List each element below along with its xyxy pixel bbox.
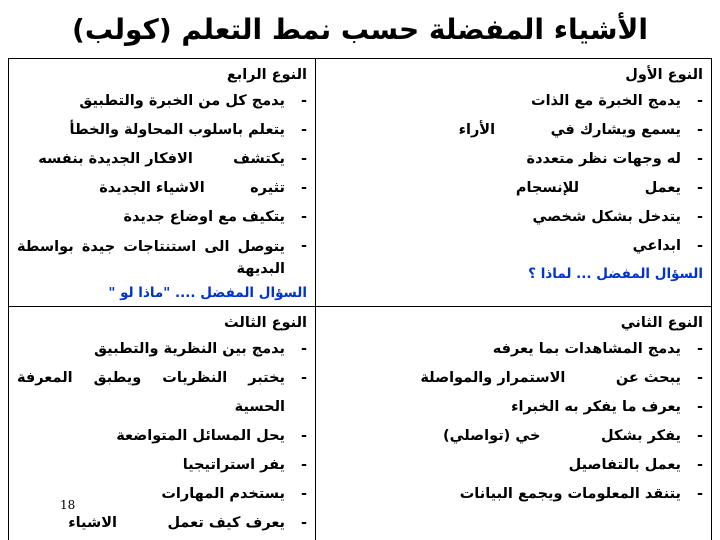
list-item-text: يختبر النظريات ويطبق المعرفة الحسية (11, 370, 285, 415)
type-first-header: النوع الأول (625, 67, 703, 83)
list-item-text: يفر استراتيجيا (182, 457, 285, 473)
list-item-text: يستخدم المهارات (161, 486, 285, 502)
list-item (323, 451, 703, 480)
bullet-dash: - (696, 399, 703, 415)
bullet-dash: - (300, 209, 307, 225)
list-item-text: يدمج المشاهدات بما يعرفه (492, 341, 681, 357)
bullet-dash: - (696, 457, 703, 473)
bullet-dash: - (696, 151, 703, 167)
list-item (17, 509, 307, 538)
bullet-dash: - (696, 93, 703, 109)
bullet-dash: - (696, 341, 703, 357)
list-item (323, 422, 703, 451)
list-item (17, 451, 307, 480)
list-item-text: يحل المسائل المتواضعة (116, 428, 285, 444)
cell-type-first (315, 59, 711, 306)
bullet-dash: - (300, 457, 307, 473)
list-item-text: يفكر بشكل خي (تواصلي) (442, 428, 681, 444)
list-item (17, 203, 307, 232)
list-item (323, 364, 703, 393)
cell-type-second (315, 307, 711, 540)
list-item (17, 116, 307, 145)
list-item (323, 393, 703, 422)
type-third-header: النوع الثالث (224, 315, 307, 331)
bullet-dash: - (300, 122, 307, 138)
list-item (11, 364, 307, 422)
list-item-text: يبحث عن الاستمرار والمواصلة (420, 370, 681, 386)
list-item-text: يعمل بالتفاصيل (568, 457, 681, 473)
list-item (17, 335, 307, 364)
list-item (323, 145, 703, 174)
bullet-dash: - (696, 209, 703, 225)
list-item-text: يدمج بين النظرية والتطبيق (94, 341, 285, 357)
list-item-text: يتوصل الى استنتاجات جيدة بواسطة البديهة (11, 239, 285, 277)
type-second-list (323, 335, 703, 509)
type-first-list (323, 87, 703, 261)
list-item (323, 174, 703, 203)
bullet-dash: - (696, 486, 703, 502)
cell-type-third (9, 307, 315, 540)
list-item (323, 203, 703, 232)
bullet-dash: - (300, 93, 307, 109)
list-item (17, 87, 307, 116)
bullet-dash: - (300, 238, 307, 254)
list-item-text: يعرف كيف تعمل الاشياء (68, 515, 285, 531)
list-item-text: يدمج الخبرة مع الذات (531, 93, 681, 109)
list-item (17, 174, 307, 203)
bullet-dash: - (696, 122, 703, 138)
list-item (323, 87, 703, 116)
learning-styles-table (8, 58, 712, 540)
bullet-dash: - (696, 238, 703, 254)
list-item-text: تثيره الاشياء الجديدة (99, 180, 285, 196)
list-item-text: يتعلم باسلوب المحاولة والخطأ (69, 122, 285, 138)
type-fourth-question: السؤال المفضل .... "ماذا لو " (108, 285, 307, 301)
list-item-text: يدمج كل من الخبرة والتطبيق (79, 93, 285, 109)
list-item (17, 422, 307, 451)
list-item-text: يتكيف مع اوضاع جديدة (123, 209, 285, 225)
list-item-text: يعمل للإنسجام (515, 180, 681, 196)
list-item-text: ابداعي (632, 238, 681, 254)
type-fourth-list (11, 87, 307, 280)
type-first-question: السؤال المفضل ... لماذا ؟ (528, 266, 703, 282)
list-item-text: يسمع ويشارك في الأراء (458, 122, 681, 138)
list-item (323, 480, 703, 509)
list-item (323, 116, 703, 145)
bullet-dash: - (300, 515, 307, 531)
list-item (323, 232, 703, 261)
list-item-text: يتنقد المعلومات ويجمع البيانات (459, 486, 681, 502)
list-item-text: له وجهات نظر متعددة (526, 151, 681, 167)
list-item-text: يعرف ما يفكر به الخبراء (511, 399, 681, 415)
bullet-dash: - (300, 428, 307, 444)
slide-title: الأشياء المفضلة حسب نمط التعلم (كولب) (72, 13, 648, 46)
bullet-dash: - (300, 151, 307, 167)
bullet-dash: - (300, 486, 307, 502)
bullet-dash: - (300, 341, 307, 357)
bullet-dash: - (696, 370, 703, 386)
list-item-text: يتدخل بشكل شخصي (532, 209, 681, 225)
list-item (323, 335, 703, 364)
list-item (17, 145, 307, 174)
bullet-dash: - (300, 370, 307, 386)
bullet-dash: - (696, 428, 703, 444)
bullet-dash: - (300, 180, 307, 196)
list-item-text: يكتشف الافكار الجديدة بنفسه (38, 151, 285, 167)
cell-type-fourth (9, 59, 315, 306)
type-fourth-header: النوع الرابع (226, 67, 307, 83)
list-item (11, 232, 307, 280)
page-number: 18 (60, 498, 76, 512)
type-second-header: النوع الثاني (620, 315, 703, 331)
bullet-dash: - (696, 180, 703, 196)
